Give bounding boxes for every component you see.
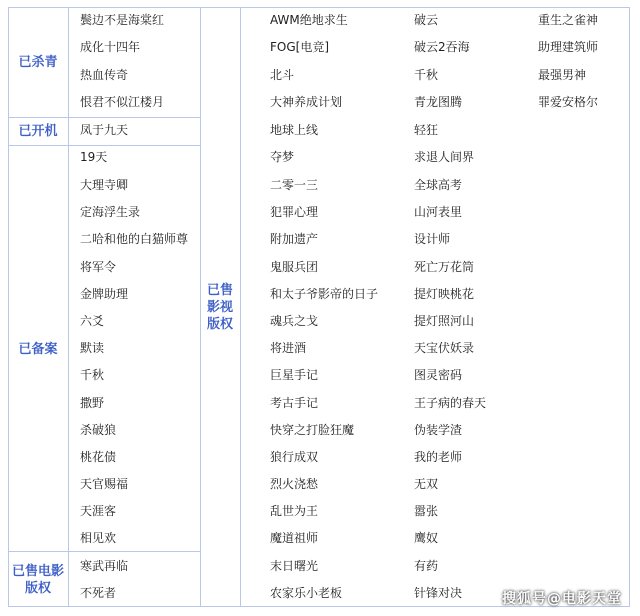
category-film-rights-label: 已售电影	[11, 564, 64, 579]
title-item: 千秋	[414, 68, 439, 82]
title-item: 附加遗产	[270, 232, 319, 246]
title-item: 农家乐小老板	[270, 586, 343, 600]
title-item: 末日曙光	[270, 559, 319, 573]
title-item: 罪爱安格尔	[538, 95, 599, 109]
title-item: 快穿之打脸狂魔	[270, 423, 355, 437]
divider	[240, 7, 241, 607]
title-item: FOG[电竞]	[270, 40, 330, 54]
title-item: 成化十四年	[80, 40, 141, 54]
title-item: 重生之雀神	[538, 13, 599, 27]
title-item: 北斗	[270, 68, 295, 82]
title-item: 热血传奇	[80, 68, 129, 82]
category-tv-rights	[200, 282, 240, 333]
title-item: 六爻	[80, 314, 105, 328]
title-item: 设计师	[414, 232, 451, 246]
title-item: 最强男神	[538, 68, 587, 82]
title-item: 鹰奴	[414, 531, 439, 545]
title-item: 魂兵之戈	[270, 314, 319, 328]
title-item: 地球上线	[270, 123, 319, 137]
title-item: 将进酒	[270, 341, 307, 355]
title-item: 狼行成双	[270, 450, 319, 464]
category-in-production-label: 已开机	[18, 124, 58, 139]
divider	[68, 7, 69, 607]
watermark: 搜狐号@电影天堂	[502, 591, 622, 607]
title-item: 鬓边不是海棠红	[80, 13, 165, 27]
title-item: 犯罪心理	[270, 205, 319, 219]
category-film-rights	[8, 563, 68, 597]
title-item: 破云	[414, 13, 439, 27]
title-item: AWM绝地求生	[270, 13, 348, 27]
title-item: 天涯客	[80, 504, 117, 518]
title-item: 凤于九天	[80, 123, 129, 137]
category-wrapped	[8, 54, 68, 71]
title-item: 山河表里	[414, 205, 463, 219]
category-registered-label: 已备案	[18, 342, 58, 357]
title-item: 我的老师	[414, 450, 463, 464]
title-item: 提灯照河山	[414, 314, 475, 328]
divider	[8, 551, 200, 552]
category-tv-rights-label: 版权	[206, 317, 233, 332]
title-item: 恨君不似江楼月	[80, 95, 165, 109]
title-item: 夺梦	[270, 150, 295, 164]
title-item: 针锋对决	[414, 586, 463, 600]
title-item: 考古手记	[270, 396, 319, 410]
title-item: 伪装学渣	[414, 423, 463, 437]
title-item: 千秋	[80, 368, 105, 382]
title-item: 天官赐福	[80, 477, 129, 491]
title-item: 定海浮生录	[80, 205, 141, 219]
category-wrapped-label: 已杀青	[18, 55, 58, 70]
title-item: 王子病的春天	[414, 396, 487, 410]
title-item: 寒武再临	[80, 559, 129, 573]
category-in-production	[8, 123, 68, 140]
title-item: 二零一三	[270, 178, 319, 192]
title-item: 图灵密码	[414, 368, 463, 382]
title-item: 助理建筑师	[538, 40, 599, 54]
title-item: 嚣张	[414, 504, 439, 518]
title-item: 巨星手记	[270, 368, 319, 382]
title-item: 将军令	[80, 260, 117, 274]
title-item: 大神养成计划	[270, 95, 343, 109]
title-item: 天宝伏妖录	[414, 341, 475, 355]
title-item: 撒野	[80, 396, 105, 410]
title-item: 和太子爷影帝的日子	[270, 287, 379, 301]
title-item: 烈火浇愁	[270, 477, 319, 491]
title-item: 金牌助理	[80, 287, 129, 301]
title-item: 魔道祖师	[270, 531, 319, 545]
title-item: 破云2吞海	[414, 40, 470, 54]
title-item: 默读	[80, 341, 105, 355]
title-item: 杀破狼	[80, 423, 117, 437]
title-item: 死亡万花筒	[414, 260, 475, 274]
title-item: 轻狂	[414, 123, 439, 137]
title-item: 19天	[80, 150, 108, 164]
title-item: 求退人间界	[414, 150, 475, 164]
divider	[8, 117, 200, 118]
divider	[8, 145, 200, 146]
title-item: 有药	[414, 559, 439, 573]
title-item: 青龙图腾	[414, 95, 463, 109]
title-item: 全球高考	[414, 178, 463, 192]
title-item: 相见欢	[80, 531, 117, 545]
title-item: 二哈和他的白猫师尊	[80, 232, 189, 246]
title-item: 乱世为王	[270, 504, 319, 518]
category-tv-rights-label: 已售	[206, 283, 233, 298]
category-registered	[8, 341, 68, 358]
category-tv-rights-label: 影视	[206, 300, 233, 315]
title-item: 无双	[414, 477, 439, 491]
title-item: 鬼服兵团	[270, 260, 319, 274]
title-item: 大理寺卿	[80, 178, 129, 192]
title-item: 不死者	[80, 586, 117, 600]
title-item: 提灯映桃花	[414, 287, 475, 301]
category-film-rights-label: 版权	[24, 581, 51, 596]
title-item: 桃花债	[80, 450, 117, 464]
